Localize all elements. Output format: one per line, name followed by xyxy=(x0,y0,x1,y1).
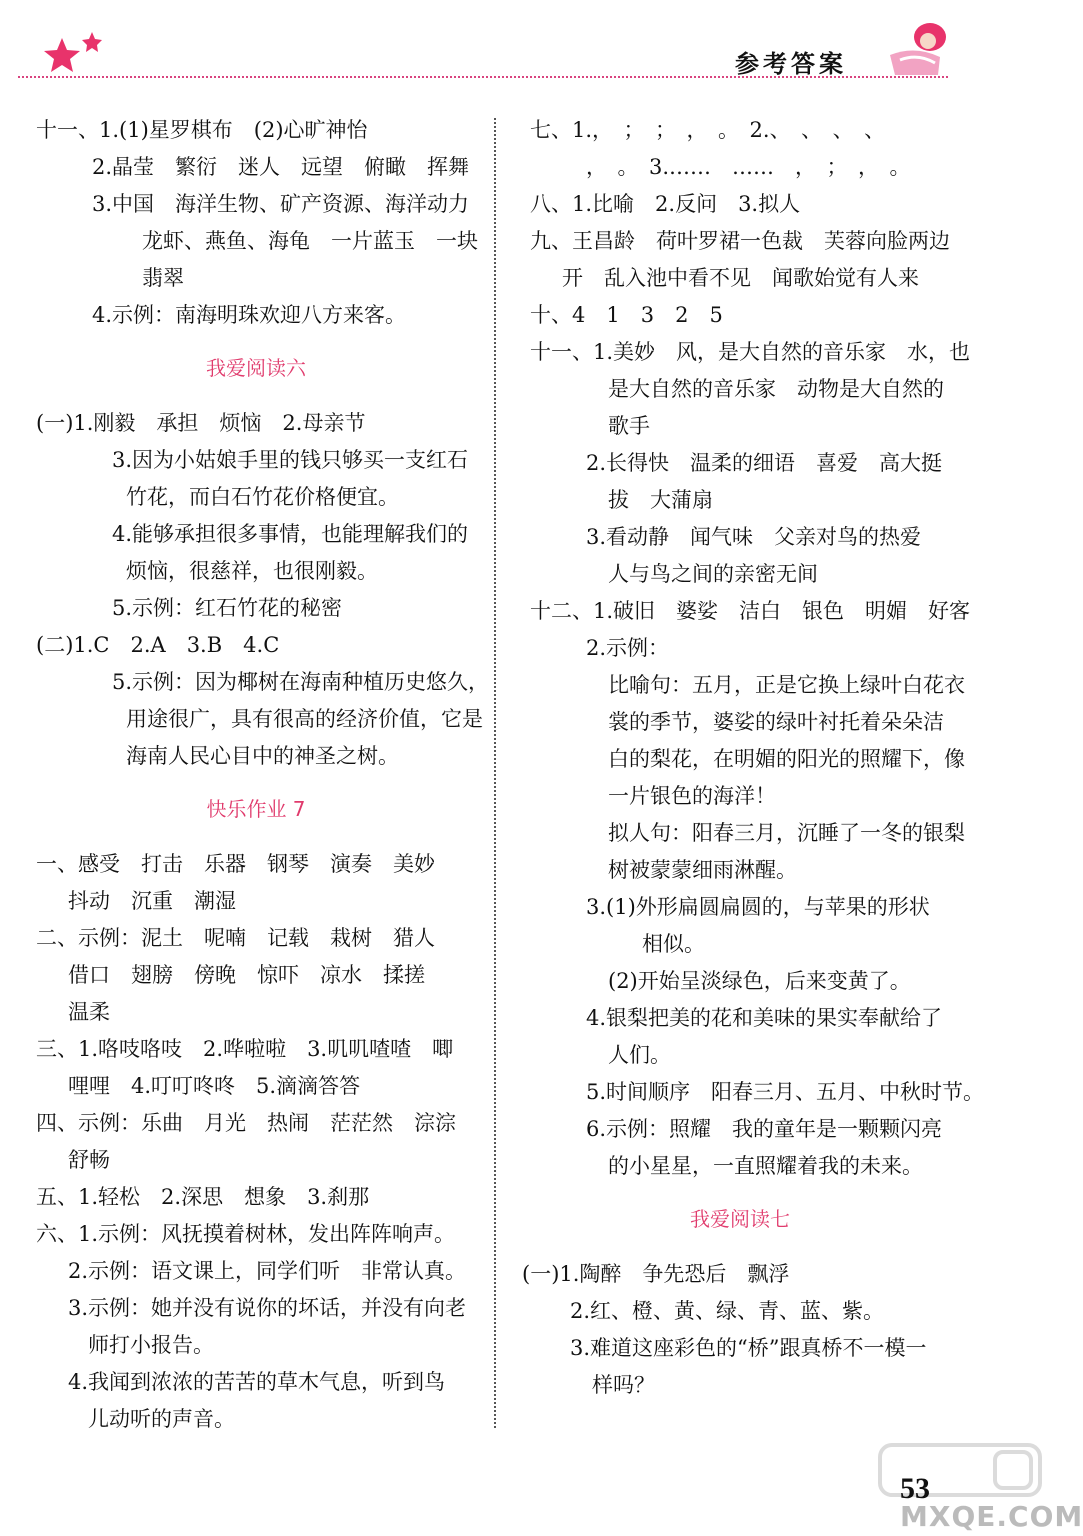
answer-line: 哩哩 4.叮叮咚咚 5.滴滴答答 xyxy=(68,1074,361,1098)
answer-line: 舒畅 xyxy=(68,1148,110,1172)
answer-line: 借口 翅膀 傍晚 惊吓 凉水 揉搓 xyxy=(68,963,425,987)
answer-line: 一片银色的海洋！ xyxy=(608,784,776,808)
girl-illustration-icon xyxy=(880,15,960,80)
answer-line: 七、1.， ； ； ， 。 2.、 、 、 、 xyxy=(530,118,886,142)
star-icon xyxy=(40,30,120,80)
answer-line: (一)1.刚毅 承担 烦恼 2.母亲节 xyxy=(36,411,366,435)
answer-line: 5.示例：红石竹花的秘密 xyxy=(112,596,343,620)
answer-line: 2.示例：语文课上，同学们听 非常认真。 xyxy=(68,1259,467,1283)
answer-line: 2.示例： xyxy=(586,636,670,660)
answer-line: 3.示例：她并没有说你的坏话，并没有向老 xyxy=(68,1296,467,1320)
answer-line: 一、感受 打击 乐器 钢琴 演奏 美妙 xyxy=(36,852,435,876)
answer-line: 6.示例：照耀 我的童年是一颗颗闪亮 xyxy=(586,1117,943,1141)
answer-line: 4.我闻到浓浓的苦苦的草木气息，听到鸟 xyxy=(68,1370,446,1394)
answer-line: 裳的季节，婆娑的绿叶衬托着朵朵洁 xyxy=(608,710,944,734)
answer-line: 龙虾、燕鱼、海龟 一片蓝玉 一块 xyxy=(142,229,478,253)
answer-line: 是大自然的音乐家 动物是大自然的 xyxy=(608,377,944,401)
page-header xyxy=(0,0,1057,95)
answer-line: 十、4 1 3 2 5 xyxy=(530,303,723,327)
answer-line: 2.长得快 温柔的细语 喜爱 高大挺 xyxy=(586,451,943,475)
answer-line: 树被蒙蒙细雨淋醒。 xyxy=(608,858,797,882)
answer-line: 4.银梨把美的花和美味的果实奉献给了 xyxy=(586,1006,943,1030)
answer-line: 2.晶莹 繁衍 迷人 远望 俯瞰 挥舞 xyxy=(92,155,470,179)
answer-line: (一)1.陶醉 争先恐后 飘浮 xyxy=(522,1262,790,1286)
answer-line: 九、王昌龄 荷叶罗裙一色裁 芙蓉向脸两边 xyxy=(530,229,950,253)
answer-line: 样吗？ xyxy=(592,1373,655,1397)
answer-line: 三、1.咯吱咯吱 2.哗啦啦 3.叽叽喳喳 唧 xyxy=(36,1037,454,1061)
answer-line: 温柔 xyxy=(68,1000,110,1024)
answer-line: 竹花，而白石竹花价格便宜。 xyxy=(126,485,399,509)
answer-line: 开 乱入池中看不见 闻歌始觉有人来 xyxy=(562,266,919,290)
answer-line: 比喻句：五月，正是它换上绿叶白花衣 xyxy=(608,673,965,697)
answer-line: 5.时间顺序 阳春三月、五月、中秋时节。 xyxy=(586,1080,985,1104)
answer-line: 白的梨花，在明媚的阳光的照耀下，像 xyxy=(608,747,965,771)
answer-line: 5.示例：因为椰树在海南种植历史悠久， xyxy=(112,670,490,694)
section-title: 我爱阅读七 xyxy=(690,1207,790,1231)
answer-line: 3.(1)外形扁圆扁圆的，与苹果的形状 xyxy=(586,895,930,919)
answer-line: 师打小报告。 xyxy=(88,1333,214,1357)
answer-line: 3.中国 海洋生物、矿产资源、海洋动力 xyxy=(92,192,470,216)
answer-line: 四、示例：乐曲 月光 热闹 茫茫然 淙淙 xyxy=(36,1111,456,1135)
answer-line: ， 。 3.…… …… ， ； ， 。 xyxy=(586,155,911,179)
answer-line: 的小星星，一直照耀着我的未来。 xyxy=(608,1154,923,1178)
answer-line: 3.看动静 闻气味 父亲对鸟的热爱 xyxy=(586,525,922,549)
answer-line: 八、1.比喻 2.反问 3.拟人 xyxy=(530,192,801,216)
left-column xyxy=(36,112,490,1438)
section-title: 快乐作业 7 xyxy=(206,797,306,821)
answer-line: 人们。 xyxy=(608,1043,671,1067)
header-divider xyxy=(18,76,948,78)
answer-line: 人与鸟之间的亲密无间 xyxy=(608,562,818,586)
answer-line: 烦恼，很慈祥，也很刚毅。 xyxy=(126,559,378,583)
answer-line: 3.因为小姑娘手里的钱只够买一支红石 xyxy=(112,448,469,472)
answer-line: 十一、1.美妙 风，是大自然的音乐家 水，也 xyxy=(530,340,971,364)
section-title: 我爱阅读六 xyxy=(206,356,306,380)
answer-line: 拟人句：阳春三月，沉睡了一冬的银梨 xyxy=(608,821,965,845)
answer-line: 六、1.示例：风抚摸着树林，发出阵阵响声。 xyxy=(36,1222,456,1246)
answer-line: 五、1.轻松 2.深思 想象 3.刹那 xyxy=(36,1185,370,1209)
answer-line: 二、示例：泥土 呢喃 记载 栽树 猎人 xyxy=(36,926,435,950)
answer-line: (二)1.C 2.A 3.B 4.C xyxy=(36,633,280,657)
answer-line: 海南人民心目中的神圣之树。 xyxy=(126,744,399,768)
column-divider xyxy=(494,118,496,1428)
page-number: 53 xyxy=(900,1472,930,1505)
right-column xyxy=(522,112,985,1404)
answer-line: 翡翠 xyxy=(142,266,184,290)
answer-line: 4.示例：南海明珠欢迎八方来客。 xyxy=(92,303,407,327)
answer-line: 十二、1.破旧 婆娑 洁白 银色 明媚 好客 xyxy=(530,599,971,623)
answer-line: 儿动听的声音。 xyxy=(88,1407,235,1431)
answer-line: (2)开始呈淡绿色，后来变黄了。 xyxy=(608,969,911,993)
answer-line: 3.难道这座彩色的“桥”跟真桥不一模一 xyxy=(570,1336,927,1360)
answer-line: 4.能够承担很多事情，也能理解我们的 xyxy=(112,522,469,546)
answer-line: 拔 大蒲扇 xyxy=(608,488,713,512)
answer-line: 十一、1.(1)星罗棋布 (2)心旷神怡 xyxy=(36,118,368,142)
answer-line: 抖动 沉重 潮湿 xyxy=(68,889,236,913)
header-title: 参考答案 xyxy=(735,49,847,78)
answer-line: 用途很广，具有很高的经济价值，它是 xyxy=(126,707,483,731)
watermark-text: MXQE.COM xyxy=(900,1500,1083,1533)
answer-line: 歌手 xyxy=(608,414,650,438)
answer-line: 相似。 xyxy=(642,932,705,956)
answer-line: 2.红、橙、黄、绿、青、蓝、紫。 xyxy=(570,1299,885,1323)
